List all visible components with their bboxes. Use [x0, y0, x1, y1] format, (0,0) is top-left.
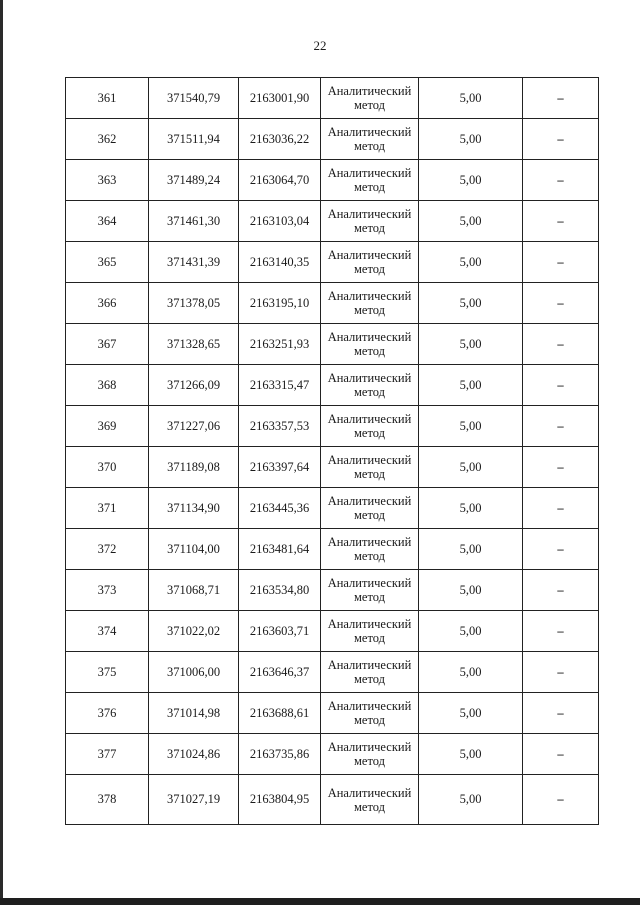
point-number-cell: 376 [66, 693, 149, 734]
method-line-2: метод [353, 344, 385, 358]
point-number-cell: 378 [66, 775, 149, 825]
y-coordinate-cell: 2163534,80 [239, 570, 321, 611]
point-number-cell: 367 [66, 324, 149, 365]
method-cell [321, 734, 419, 775]
method-line-1: Аналитический [327, 207, 412, 221]
method-line-2: метод [353, 262, 385, 276]
point-number-cell: 361 [66, 78, 149, 119]
x-coordinate-cell: 371024,86 [149, 734, 239, 775]
method-line-2: метод [353, 672, 385, 686]
note-cell: – [523, 652, 599, 693]
method-line-2: метод [353, 754, 385, 768]
point-number-cell: 369 [66, 406, 149, 447]
accuracy-cell: 5,00 [419, 242, 523, 283]
method-line-2: метод [353, 98, 385, 112]
table-row [66, 570, 599, 611]
method-cell [321, 365, 419, 406]
y-coordinate-cell: 2163397,64 [239, 447, 321, 488]
method-line-2: метод [353, 221, 385, 235]
x-coordinate-cell: 371027,19 [149, 775, 239, 825]
note-cell: – [523, 160, 599, 201]
x-coordinate-cell: 371227,06 [149, 406, 239, 447]
method-line-1: Аналитический [327, 453, 412, 467]
accuracy-cell: 5,00 [419, 734, 523, 775]
point-number-cell: 374 [66, 611, 149, 652]
x-coordinate-cell: 371461,30 [149, 201, 239, 242]
accuracy-cell: 5,00 [419, 201, 523, 242]
method-cell [321, 775, 419, 825]
method-cell [321, 529, 419, 570]
note-cell: – [523, 693, 599, 734]
table-row [66, 529, 599, 570]
coordinates-table [65, 77, 599, 825]
method-line-1: Аналитический [327, 699, 412, 713]
method-line-1: Аналитический [327, 371, 412, 385]
method-line-1: Аналитический [327, 166, 412, 180]
method-line-2: метод [353, 139, 385, 153]
point-number-cell: 366 [66, 283, 149, 324]
table-row [66, 324, 599, 365]
accuracy-cell: 5,00 [419, 447, 523, 488]
method-line-1: Аналитический [327, 785, 412, 800]
table-row [66, 119, 599, 160]
note-cell: – [523, 570, 599, 611]
table-row [66, 447, 599, 488]
point-number-cell: 373 [66, 570, 149, 611]
method-line-1: Аналитический [327, 494, 412, 508]
y-coordinate-cell: 2163064,70 [239, 160, 321, 201]
point-number-cell: 371 [66, 488, 149, 529]
point-number-cell: 375 [66, 652, 149, 693]
x-coordinate-cell: 371006,00 [149, 652, 239, 693]
accuracy-cell: 5,00 [419, 693, 523, 734]
x-coordinate-cell: 371134,90 [149, 488, 239, 529]
method-line-1: Аналитический [327, 412, 412, 426]
table-row [66, 242, 599, 283]
point-number-cell: 362 [66, 119, 149, 160]
method-cell [321, 406, 419, 447]
x-coordinate-cell: 371378,05 [149, 283, 239, 324]
table-row [66, 488, 599, 529]
note-cell: – [523, 406, 599, 447]
method-line-2: метод [353, 713, 385, 727]
accuracy-cell: 5,00 [419, 570, 523, 611]
accuracy-cell: 5,00 [419, 652, 523, 693]
method-cell [321, 488, 419, 529]
scan-edge-bottom [0, 898, 640, 905]
note-cell: – [523, 242, 599, 283]
note-cell: – [523, 283, 599, 324]
note-cell: – [523, 447, 599, 488]
x-coordinate-cell: 371540,79 [149, 78, 239, 119]
table-row [66, 652, 599, 693]
method-cell [321, 160, 419, 201]
x-coordinate-cell: 371189,08 [149, 447, 239, 488]
method-line-2: метод [353, 799, 385, 814]
x-coordinate-cell: 371489,24 [149, 160, 239, 201]
x-coordinate-cell: 371328,65 [149, 324, 239, 365]
table-body [66, 78, 599, 825]
accuracy-cell: 5,00 [419, 529, 523, 570]
y-coordinate-cell: 2163315,47 [239, 365, 321, 406]
method-cell [321, 324, 419, 365]
table-row [66, 406, 599, 447]
y-coordinate-cell: 2163140,35 [239, 242, 321, 283]
note-cell: – [523, 775, 599, 825]
accuracy-cell: 5,00 [419, 611, 523, 652]
y-coordinate-cell: 2163445,36 [239, 488, 321, 529]
page-number: 22 [313, 38, 327, 53]
table-row [66, 365, 599, 406]
point-number-cell: 377 [66, 734, 149, 775]
scan-edge-left [0, 0, 3, 905]
method-line-1: Аналитический [327, 248, 412, 262]
note-cell: – [523, 611, 599, 652]
accuracy-cell: 5,00 [419, 160, 523, 201]
table-row [66, 775, 599, 825]
point-number-cell: 365 [66, 242, 149, 283]
table-row [66, 201, 599, 242]
y-coordinate-cell: 2163001,90 [239, 78, 321, 119]
x-coordinate-cell: 371266,09 [149, 365, 239, 406]
method-cell [321, 693, 419, 734]
y-coordinate-cell: 2163688,61 [239, 693, 321, 734]
x-coordinate-cell: 371431,39 [149, 242, 239, 283]
table-row [66, 283, 599, 324]
point-number-cell: 370 [66, 447, 149, 488]
method-line-2: метод [353, 467, 385, 481]
x-coordinate-cell: 371511,94 [149, 119, 239, 160]
note-cell: – [523, 529, 599, 570]
note-cell: – [523, 324, 599, 365]
method-line-1: Аналитический [327, 658, 412, 672]
point-number-cell: 372 [66, 529, 149, 570]
method-line-1: Аналитический [327, 125, 412, 139]
method-line-1: Аналитический [327, 576, 412, 590]
accuracy-cell: 5,00 [419, 324, 523, 365]
method-line-1: Аналитический [327, 289, 412, 303]
accuracy-cell: 5,00 [419, 775, 523, 825]
accuracy-cell: 5,00 [419, 406, 523, 447]
accuracy-cell: 5,00 [419, 119, 523, 160]
y-coordinate-cell: 2163603,71 [239, 611, 321, 652]
method-cell [321, 283, 419, 324]
point-number-cell: 363 [66, 160, 149, 201]
x-coordinate-cell: 371014,98 [149, 693, 239, 734]
point-number-cell: 368 [66, 365, 149, 406]
x-coordinate-cell: 371068,71 [149, 570, 239, 611]
method-line-2: метод [353, 426, 385, 440]
note-cell: – [523, 201, 599, 242]
method-line-2: метод [353, 508, 385, 522]
y-coordinate-cell: 2163735,86 [239, 734, 321, 775]
method-cell [321, 119, 419, 160]
method-cell [321, 570, 419, 611]
table-row [66, 78, 599, 119]
y-coordinate-cell: 2163036,22 [239, 119, 321, 160]
method-line-1: Аналитический [327, 535, 412, 549]
y-coordinate-cell: 2163251,93 [239, 324, 321, 365]
x-coordinate-cell: 371022,02 [149, 611, 239, 652]
method-line-2: метод [353, 590, 385, 604]
method-cell [321, 201, 419, 242]
note-cell: – [523, 734, 599, 775]
table-row [66, 734, 599, 775]
note-cell: – [523, 78, 599, 119]
method-line-1: Аналитический [327, 84, 412, 98]
table-row [66, 693, 599, 734]
method-line-1: Аналитический [327, 740, 412, 754]
point-number-cell: 364 [66, 201, 149, 242]
method-line-1: Аналитический [327, 330, 412, 344]
method-line-1: Аналитический [327, 617, 412, 631]
method-line-2: метод [353, 303, 385, 317]
accuracy-cell: 5,00 [419, 365, 523, 406]
method-cell [321, 652, 419, 693]
y-coordinate-cell: 2163646,37 [239, 652, 321, 693]
accuracy-cell: 5,00 [419, 283, 523, 324]
table-row [66, 611, 599, 652]
method-cell [321, 611, 419, 652]
note-cell: – [523, 488, 599, 529]
method-cell [321, 242, 419, 283]
y-coordinate-cell: 2163103,04 [239, 201, 321, 242]
method-cell [321, 78, 419, 119]
x-coordinate-cell: 371104,00 [149, 529, 239, 570]
note-cell: – [523, 365, 599, 406]
accuracy-cell: 5,00 [419, 488, 523, 529]
y-coordinate-cell: 2163195,10 [239, 283, 321, 324]
y-coordinate-cell: 2163357,53 [239, 406, 321, 447]
method-line-2: метод [353, 549, 385, 563]
y-coordinate-cell: 2163481,64 [239, 529, 321, 570]
method-line-2: метод [353, 631, 385, 645]
method-line-2: метод [353, 385, 385, 399]
method-cell [321, 447, 419, 488]
note-cell: – [523, 119, 599, 160]
accuracy-cell: 5,00 [419, 78, 523, 119]
table-row [66, 160, 599, 201]
y-coordinate-cell: 2163804,95 [239, 775, 321, 825]
method-line-2: метод [353, 180, 385, 194]
